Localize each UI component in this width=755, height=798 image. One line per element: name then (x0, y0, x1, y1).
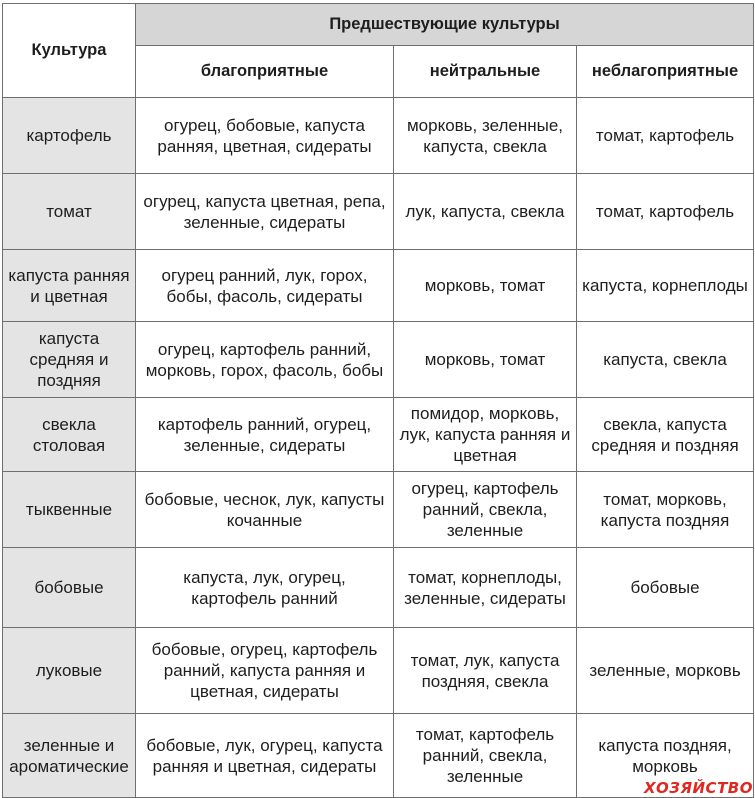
row-neutral: морковь, зеленные, капуста, свекла (394, 98, 577, 174)
row-neutral: томат, лук, капуста поздняя, свекла (394, 628, 577, 714)
table-row (3, 98, 754, 174)
row-crop-name: томат (3, 174, 136, 250)
row-crop-name: бобовые (3, 548, 136, 628)
row-favorable: бобовые, огурец, картофель ранний, капуста ранняя и цветная, сидераты (136, 628, 394, 714)
header-crop: Культура (3, 4, 136, 98)
header-favorable: благоприятные (136, 46, 394, 98)
row-favorable: огурец, картофель ранний, морковь, горох, фасоль, бобы (136, 322, 394, 398)
row-unfavorable: томат, картофель (577, 174, 754, 250)
row-unfavorable: капуста, свекла (577, 322, 754, 398)
row-crop-name: капуста средняя и поздняя (3, 322, 136, 398)
row-favorable: бобовые, чеснок, лук, капусты кочанные (136, 472, 394, 548)
row-crop-name: капуста ранняя и цветная (3, 250, 136, 322)
row-neutral: морковь, томат (394, 250, 577, 322)
row-unfavorable: томат, морковь, капуста поздняя (577, 472, 754, 548)
row-unfavorable: зеленные, морковь (577, 628, 754, 714)
row-unfavorable: свекла, капуста средняя и поздняя (577, 398, 754, 472)
row-favorable: огурец ранний, лук, горох, бобы, фасоль, сидераты (136, 250, 394, 322)
header-unfavorable: неблагоприятные (577, 46, 754, 98)
row-favorable: капуста, лук, огурец, картофель ранний (136, 548, 394, 628)
table-row (3, 472, 754, 548)
table-row (3, 548, 754, 628)
row-neutral: лук, капуста, свекла (394, 174, 577, 250)
header-previous-crops: Предшествующие культуры (136, 4, 754, 46)
row-favorable: бобовые, лук, огурец, капуста ранняя и цветная, сидераты (136, 714, 394, 798)
row-unfavorable: капуста, корнеплоды (577, 250, 754, 322)
table-row (3, 714, 754, 798)
row-neutral: томат, картофель ранний, свекла, зеленные (394, 714, 577, 798)
table-row (3, 250, 754, 322)
table-row (3, 628, 754, 714)
row-neutral: огурец, картофель ранний, свекла, зеленные (394, 472, 577, 548)
watermark-logo: ХОЗЯЙСТВО (643, 779, 753, 797)
header-neutral: нейтральные (394, 46, 577, 98)
row-unfavorable: капуста поздняя, морковь (577, 714, 754, 798)
row-crop-name: картофель (3, 98, 136, 174)
row-unfavorable: томат, картофель (577, 98, 754, 174)
row-favorable: огурец, капуста цветная, репа, зеленные, сидераты (136, 174, 394, 250)
row-favorable: огурец, бобовые, капуста ранняя, цветная, сидераты (136, 98, 394, 174)
row-unfavorable: бобовые (577, 548, 754, 628)
row-neutral: морковь, томат (394, 322, 577, 398)
crop-rotation-table (2, 3, 754, 798)
table-row (3, 174, 754, 250)
row-crop-name: тыквенные (3, 472, 136, 548)
row-crop-name: свекла столовая (3, 398, 136, 472)
row-favorable: картофель ранний, огурец, зеленные, сидераты (136, 398, 394, 472)
row-neutral: томат, корнеплоды, зеленные, сидераты (394, 548, 577, 628)
row-crop-name: зеленные и ароматические (3, 714, 136, 798)
table-row (3, 398, 754, 472)
row-crop-name: луковые (3, 628, 136, 714)
table-row (3, 322, 754, 398)
row-neutral: помидор, морковь, лук, капуста ранняя и цветная (394, 398, 577, 472)
